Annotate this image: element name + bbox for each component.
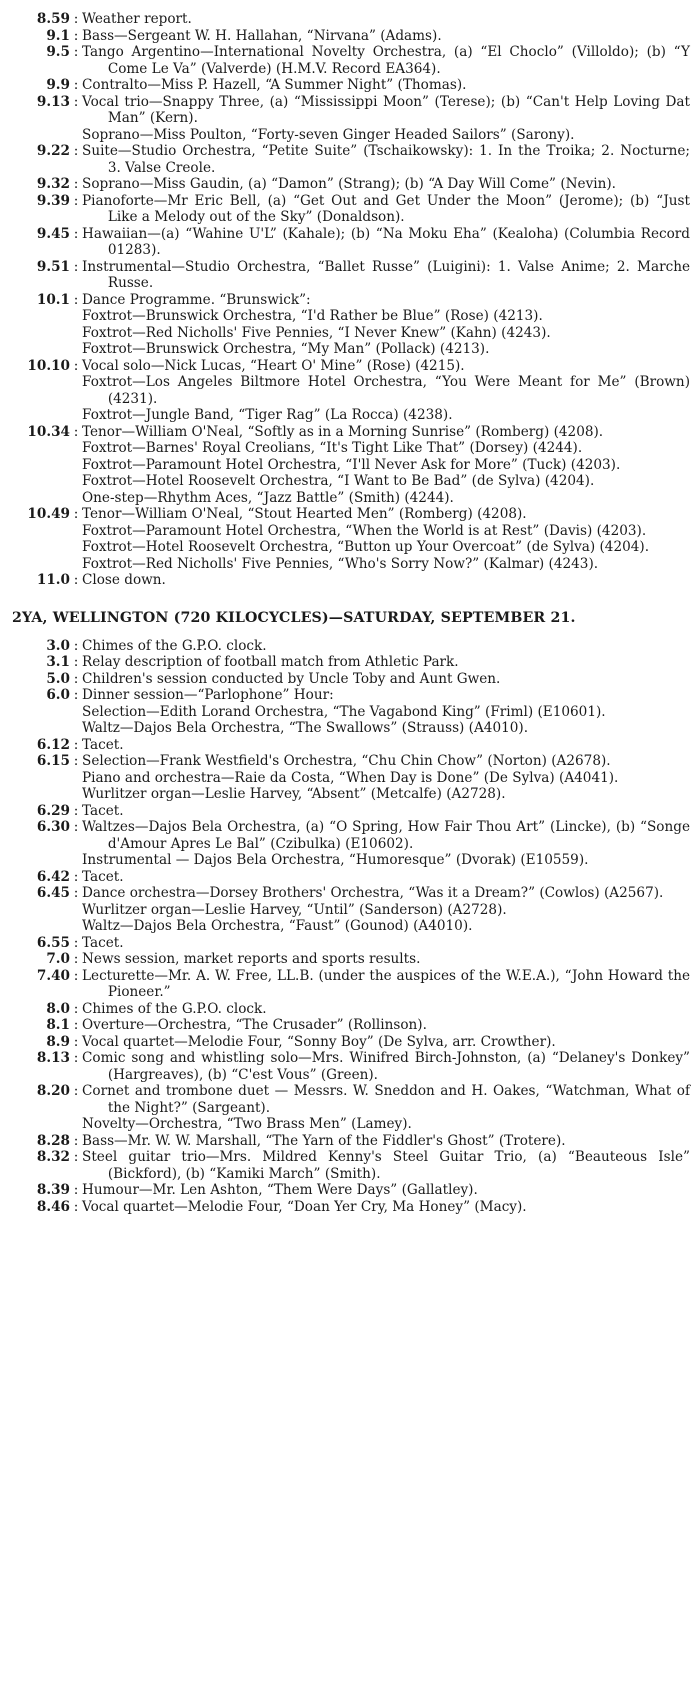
programme-entry [8, 737, 690, 754]
programme-entry [8, 374, 690, 407]
entry-time: 6.45 [36, 885, 70, 901]
entry-text: Instrumental — Dajos Bela Orchestra, “Humoresque” (Dvorak) (E10559). [82, 852, 589, 868]
entry-time: 8.28 [36, 1132, 70, 1149]
programme-entry [8, 1116, 690, 1133]
time-separator: : [73, 357, 79, 374]
time-separator: : [73, 1083, 79, 1099]
programme-entry [8, 77, 690, 94]
entry-text: Foxtrot—Barnes' Royal Creolians, “It's Tight Like That” (Dorsey) (4244). [82, 440, 583, 456]
programme-entry [8, 1149, 690, 1182]
entry-text: Dance orchestra—Dorsey Brothers' Orchestra, “Was it a Dream?” (Cowlos) (A2567). [82, 885, 664, 901]
programme-entry [8, 539, 690, 556]
entry-text: Suite—Studio Orchestra, “Petite Suite” (Tschaikowsky): 1. In the Troika; 2. Nocturne; 3. Valse Creole. [82, 143, 690, 176]
entry-time: 6.15 [36, 753, 70, 769]
time-separator: : [73, 176, 79, 192]
entry-time: 6.30 [36, 819, 70, 835]
time-separator: : [73, 1000, 79, 1017]
entry-text: Foxtrot—Brunswick Orchestra, “My Man” (Pollack) (4213). [82, 341, 490, 357]
entry-time: 10.49 [27, 506, 70, 522]
entry-indent [8, 852, 82, 869]
programme-section-1ya [8, 11, 690, 589]
entry-time: 3.0 [46, 637, 70, 654]
programme-entry [8, 572, 690, 589]
entry-text: News session, market reports and sports results. [82, 951, 421, 967]
entry-text: Foxtrot—Paramount Hotel Orchestra, “When the World is at Rest” (Davis) (4203). [82, 522, 647, 539]
station-heading: 2YA, WELLINGTON (720 KILOCYCLES)—SATURDAY, SEPTEMBER 21. [12, 609, 576, 626]
programme-entry [8, 753, 690, 770]
entry-text: Steel guitar trio—Mrs. Mildred Kenny's Steel Guitar Trio, (a) “Beauteous Isle” (Bickford), (b) “Kamiki March” (Smith). [82, 1149, 690, 1182]
time-separator: : [73, 291, 79, 308]
programme-entry [8, 918, 690, 935]
entry-text: Foxtrot—Los Angeles Biltmore Hotel Orchestra, “You Were Meant for Me” (Brown) (4231). [82, 374, 690, 407]
programme-entry [8, 786, 690, 803]
programme-entry [8, 176, 690, 193]
time-separator: : [73, 753, 79, 769]
entry-indent [8, 325, 82, 342]
programme-entry [8, 1133, 690, 1150]
entry-text: Contralto—Miss P. Hazell, “A Summer Night” (Thomas). [82, 77, 467, 93]
entry-text: Humour—Mr. Len Ashton, “Them Were Days” (Gallatley). [82, 1182, 478, 1198]
programme-entry [8, 259, 690, 292]
entry-indent [8, 127, 82, 144]
entry-indent [8, 440, 82, 457]
entry-text: Vocal quartet—Melodie Four, “Sonny Boy” (De Sylva, arr. Crowther). [82, 1033, 556, 1050]
time-separator: : [73, 27, 79, 44]
entry-time: 9.51 [36, 258, 70, 275]
time-separator: : [73, 1033, 79, 1050]
entry-indent [8, 473, 82, 490]
programme-entry [8, 654, 690, 671]
programme-entry [8, 951, 690, 968]
entry-text: Chimes of the G.P.O. clock. [82, 637, 267, 654]
entry-text: Close down. [82, 572, 166, 588]
entry-text: Pianoforte—Mr Eric Bell, (a) “Get Out and Get Under the Moon” (Jerome); (b) “Just Like a Melody out of the Sky” (Donaldson). [82, 192, 690, 225]
programme-entry [8, 457, 690, 474]
time-separator: : [73, 572, 79, 588]
entry-text: Foxtrot—Jungle Band, “Tiger Rag” (La Rocca) (4238). [82, 407, 453, 423]
entry-time: 8.46 [36, 1198, 70, 1215]
time-separator: : [73, 654, 79, 670]
entry-text: Selection—Frank Westfield's Orchestra, “Chu Chin Chow” (Norton) (A2678). [82, 753, 611, 769]
programme-entry [8, 819, 690, 852]
entry-indent [8, 457, 82, 474]
time-separator: : [73, 967, 79, 984]
programme-entry [8, 325, 690, 342]
programme-entry [8, 885, 690, 902]
entry-time: 10.10 [27, 357, 70, 374]
programme-entry [8, 1083, 690, 1116]
entry-indent [8, 374, 82, 407]
programme-entry [8, 440, 690, 457]
entry-text: Waltzes—Dajos Bela Orchestra, (a) “O Spring, How Fair Thou Art” (Lincke), (b) “Songe d'Amour Apres Le Bal” (Czibulka) (E10602). [82, 819, 690, 852]
entry-text: Wurlitzer organ—Leslie Harvey, “Absent” (Metcalfe) (A2728). [82, 786, 506, 802]
time-separator: : [73, 1149, 79, 1165]
programme-entry [8, 869, 690, 886]
time-separator: : [73, 885, 79, 901]
entry-time: 6.29 [36, 802, 70, 819]
time-separator: : [73, 637, 79, 654]
entry-text: Selection—Edith Lorand Orchestra, “The Vagabond King” (Friml) (E10601). [82, 703, 606, 720]
programme-entry [8, 28, 690, 45]
entry-text: Foxtrot—Paramount Hotel Orchestra, “I'll Never Ask for More” (Tuck) (4203). [82, 456, 621, 473]
time-separator: : [73, 934, 79, 951]
time-separator: : [73, 736, 79, 753]
time-separator: : [73, 951, 79, 967]
time-separator: : [73, 1050, 79, 1066]
time-separator: : [73, 225, 79, 242]
time-separator: : [73, 802, 79, 819]
programme-entry [8, 852, 690, 869]
entry-time: 9.22 [36, 143, 70, 159]
programme-entry [8, 687, 690, 704]
entry-text: Lecturette—Mr. A. W. Free, LL.B. (under the auspices of the W.E.A.), “John Howard the Pioneer.” [82, 967, 690, 1000]
programme-entry [8, 1001, 690, 1018]
programme-entry [8, 94, 690, 127]
programme-entry [8, 935, 690, 952]
programme-entry [8, 1199, 690, 1216]
programme-entry [8, 1182, 690, 1199]
programme-entry [8, 490, 690, 507]
entry-time: 10.34 [27, 423, 70, 440]
entry-text: Overture—Orchestra, “The Crusader” (Rollinson). [82, 1017, 427, 1033]
programme-entry [8, 720, 690, 737]
entry-text: Tacet. [82, 868, 124, 885]
entry-text: Piano and orchestra—Raie da Costa, “When Day is Done” (De Sylva) (A4041). [82, 769, 619, 786]
entry-time: 8.0 [46, 1000, 70, 1017]
entry-time: 8.13 [36, 1050, 70, 1066]
programme-entry [8, 638, 690, 655]
programme-entry [8, 770, 690, 787]
entry-text: Dinner session—“Parlophone” Hour: [82, 687, 334, 703]
entry-indent [8, 1116, 82, 1133]
entry-time: 9.9 [46, 77, 70, 93]
entry-time: 3.1 [46, 654, 70, 670]
programme-entry [8, 968, 690, 1001]
entry-time: 9.1 [46, 27, 70, 44]
programme-entry [8, 11, 690, 28]
entry-time: 6.12 [36, 736, 70, 753]
entry-indent [8, 704, 82, 721]
entry-text: Cornet and trombone duet — Messrs. W. Sneddon and H. Oakes, “Watchman, What of the Night?” (Sargeant). [82, 1083, 690, 1116]
entry-time: 6.55 [36, 934, 70, 951]
entry-text: Bass—Sergeant W. H. Hallahan, “Nirvana” (Adams). [82, 27, 442, 44]
entry-indent [8, 308, 82, 325]
entry-time: 6.0 [46, 687, 70, 703]
entry-time: 9.32 [36, 176, 70, 192]
programme-entry [8, 143, 690, 176]
entry-text: Foxtrot—Hotel Roosevelt Orchestra, “I Want to Be Bad” (de Sylva) (4204). [82, 473, 595, 489]
programme-entry [8, 556, 690, 573]
entry-text: Comic song and whistling solo—Mrs. Winifred Birch-Johnston, (a) “Delaney's Donkey” (Hargreaves), (b) “C'est Vous” (Green). [82, 1050, 690, 1083]
entry-indent [8, 918, 82, 935]
programme-entry [8, 704, 690, 721]
entry-indent [8, 523, 82, 540]
time-separator: : [73, 670, 79, 687]
entry-text: Soprano—Miss Poulton, “Forty-seven Ginger Headed Sailors” (Sarony). [82, 126, 575, 143]
entry-time: 8.39 [36, 1182, 70, 1198]
entry-text: Chimes of the G.P.O. clock. [82, 1000, 267, 1017]
programme-entry [8, 473, 690, 490]
entry-time: 9.13 [36, 93, 70, 110]
entry-time: 8.9 [46, 1033, 70, 1050]
entry-text: Vocal trio—Snappy Three, (a) “Mississippi Moon” (Terese); (b) “Can't Help Loving Dat Man” (Kern). [82, 93, 690, 126]
entry-text: Instrumental—Studio Orchestra, “Ballet Russe” (Luigini): 1. Valse Anime; 2. Marche Russe. [82, 258, 690, 291]
time-separator: : [73, 93, 79, 110]
entry-text: Bass—Mr. W. W. Marshall, “The Yarn of the Fiddler's Ghost” (Trotere). [82, 1132, 566, 1149]
entry-time: 7.0 [46, 951, 70, 967]
entry-time: 8.1 [46, 1017, 70, 1033]
entry-text: Soprano—Miss Gaudin, (a) “Damon” (Strang); (b) “A Day Will Come” (Nevin). [82, 176, 616, 192]
time-separator: : [73, 143, 79, 159]
time-separator: : [73, 1182, 79, 1198]
entry-text: Tacet. [82, 934, 124, 951]
programme-entry [8, 226, 690, 259]
programme-entry [8, 902, 690, 919]
programme-entry [8, 523, 690, 540]
programme-entry [8, 308, 690, 325]
entry-indent [8, 902, 82, 919]
entry-time: 7.40 [36, 967, 70, 984]
programme-entry [8, 358, 690, 375]
entry-text: One-step—Rhythm Aces, “Jazz Battle” (Smith) (4244). [82, 489, 454, 506]
entry-time: 10.1 [36, 291, 70, 308]
entry-indent [8, 770, 82, 787]
entry-indent [8, 786, 82, 803]
entry-time: 9.5 [46, 44, 70, 60]
programme-entry [8, 671, 690, 688]
entry-text: Novelty—Orchestra, “Two Brass Men” (Lamey). [82, 1116, 412, 1132]
entry-time: 9.39 [36, 192, 70, 209]
time-separator: : [73, 258, 79, 275]
entry-text: Tenor—William O'Neal, “Stout Hearted Men” (Romberg) (4208). [82, 506, 527, 522]
entry-text: Hawaiian—(a) “Wahine U'L” (Kahale); (b) “Na Moku Eha” (Kealoha) (Columbia Record 01283). [82, 225, 690, 258]
entry-time: 5.0 [46, 670, 70, 687]
entry-time: 8.20 [36, 1083, 70, 1099]
entry-text: Waltz—Dajos Bela Orchestra, “Faust” (Gounod) (A4010). [82, 918, 473, 934]
time-separator: : [73, 868, 79, 885]
entry-indent [8, 407, 82, 424]
entry-text: Foxtrot—Hotel Roosevelt Orchestra, “Button up Your Overcoat” (de Sylva) (4204). [82, 539, 650, 555]
entry-text: Dance Programme. “Brunswick”: [82, 291, 311, 308]
entry-text: Wurlitzer organ—Leslie Harvey, “Until” (Sanderson) (A2728). [82, 901, 507, 918]
programme-entry [8, 407, 690, 424]
time-separator: : [73, 192, 79, 209]
programme-entry [8, 1034, 690, 1051]
entry-text: Tacet. [82, 736, 124, 753]
entry-time: 6.42 [36, 868, 70, 885]
time-separator: : [73, 11, 79, 27]
entry-text: Weather report. [82, 11, 192, 27]
entry-text: Foxtrot—Brunswick Orchestra, “I'd Rather be Blue” (Rose) (4213). [82, 308, 543, 324]
entry-time: 8.32 [36, 1149, 70, 1165]
entry-text: Foxtrot—Red Nicholls' Five Pennies, “I Never Knew” (Kahn) (4243). [82, 324, 551, 341]
entry-text: Relay description of football match from Athletic Park. [82, 654, 459, 670]
programme-entry [8, 193, 690, 226]
entry-text: Tenor—William O'Neal, “Softly as in a Morning Sunrise” (Romberg) (4208). [82, 423, 604, 440]
entry-time: 9.45 [36, 225, 70, 242]
time-separator: : [73, 423, 79, 440]
entry-text: Tacet. [82, 802, 124, 819]
programme-entry [8, 1017, 690, 1034]
programme-entry [8, 803, 690, 820]
entry-text: Vocal solo—Nick Lucas, “Heart O' Mine” (Rose) (4215). [82, 357, 465, 374]
time-separator: : [73, 44, 79, 60]
time-separator: : [73, 819, 79, 835]
entry-text: Tango Argentino—International Novelty Orchestra, (a) “El Choclo” (Villoldo); (b) “Y Come Le Va” (Valverde) (H.M.V. Record EA364). [82, 44, 690, 77]
entry-time: 8.59 [36, 11, 70, 27]
entry-text: Vocal quartet—Melodie Four, “Doan Yer Cry, Ma Honey” (Macy). [82, 1198, 527, 1215]
programme-entry [8, 1050, 690, 1083]
programme-entry [8, 424, 690, 441]
entry-text: Foxtrot—Red Nicholls' Five Pennies, “Who's Sorry Now?” (Kalmar) (4243). [82, 555, 599, 572]
programme-entry [8, 341, 690, 358]
entry-time: 11.0 [36, 572, 70, 588]
programme-section-2ya [8, 638, 690, 1216]
time-separator: : [73, 77, 79, 93]
programme-entry [8, 127, 690, 144]
entry-indent [8, 720, 82, 737]
entry-text: Children's session conducted by Uncle Toby and Aunt Gwen. [82, 670, 501, 687]
entry-indent [8, 556, 82, 573]
programme-entry [8, 292, 690, 309]
entry-indent [8, 490, 82, 507]
entry-indent [8, 341, 82, 358]
programme-entry [8, 506, 690, 523]
time-separator: : [73, 1017, 79, 1033]
time-separator: : [73, 687, 79, 703]
time-separator: : [73, 1132, 79, 1149]
programme-entry [8, 44, 690, 77]
entry-text: Waltz—Dajos Bela Orchestra, “The Swallows” (Strauss) (A4010). [82, 720, 529, 736]
time-separator: : [73, 506, 79, 522]
entry-indent [8, 539, 82, 556]
time-separator: : [73, 1198, 79, 1215]
